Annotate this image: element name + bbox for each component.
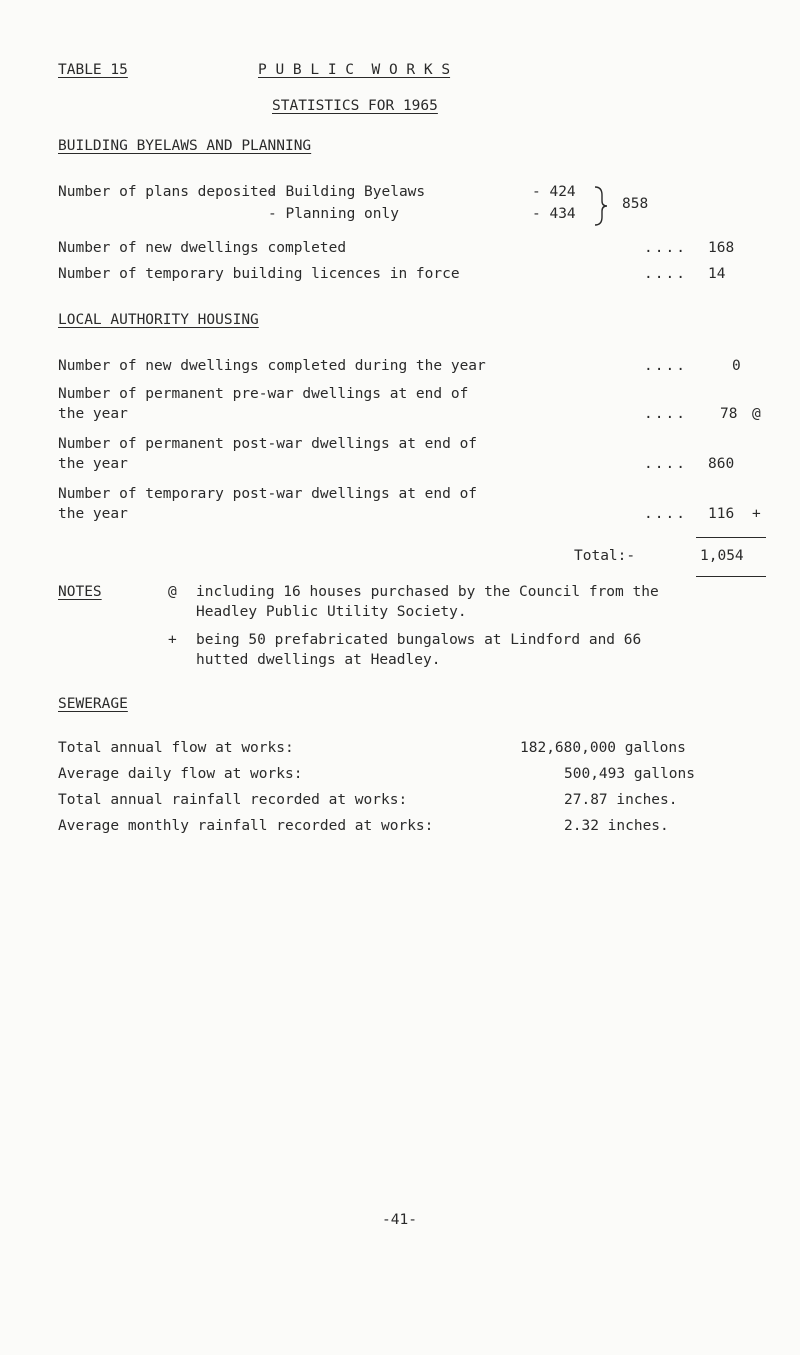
housing-row-value: 0 [732, 358, 741, 374]
new-dwellings-label: Number of new dwellings completed [58, 240, 347, 256]
sewerage-row-label: Total annual flow at works: [58, 740, 294, 756]
sewerage-row-label: Average daily flow at works: [58, 766, 303, 782]
housing-row-line2: the year [58, 506, 128, 522]
page-number: -41- [382, 1212, 417, 1228]
total-rule-bottom [696, 576, 766, 577]
table-label: TABLE 15 [58, 62, 128, 78]
note-mark: + [168, 632, 177, 648]
total-rule-top [696, 537, 766, 538]
note-line2: hutted dwellings at Headley. [196, 652, 441, 668]
section-heading-housing: LOCAL AUTHORITY HOUSING [58, 312, 259, 328]
section-heading-sewerage: SEWERAGE [58, 696, 128, 712]
housing-row-line2: the year [58, 406, 128, 422]
housing-row-mark: @ [752, 406, 761, 422]
new-dwellings-dots: .... [644, 240, 687, 256]
sewerage-row-value: 27.87 inches. [564, 792, 678, 808]
brace-icon [592, 185, 610, 227]
housing-row-dots: .... [644, 506, 687, 522]
housing-row-mark: + [752, 506, 761, 522]
housing-row-value: 116 [708, 506, 735, 522]
plans-deposited-label: Number of plans deposited [58, 184, 277, 200]
sewerage-row-value: 182,680,000 gallons [520, 740, 686, 756]
temp-licences-value: 14 [708, 266, 726, 282]
housing-row-dots: .... [644, 456, 687, 472]
note-line1: being 50 prefabricated bungalows at Lindford and 66 [196, 632, 642, 648]
section-heading-building: BUILDING BYELAWS AND PLANNING [58, 138, 312, 154]
housing-row-line1: Number of permanent post-war dwellings at end of [58, 436, 478, 452]
temp-licences-dots: .... [644, 266, 687, 282]
housing-total-label: Total:- [574, 548, 636, 564]
plans-row-building-label: - Building Byelaws [268, 184, 426, 200]
page-subtitle: STATISTICS FOR 1965 [272, 98, 438, 114]
plans-row-building-value: - 424 [532, 184, 576, 200]
housing-total-value: 1,054 [700, 548, 744, 564]
note-line2: Headley Public Utility Society. [196, 604, 467, 620]
sewerage-row-label: Total annual rainfall recorded at works: [58, 792, 408, 808]
new-dwellings-value: 168 [708, 240, 735, 256]
sewerage-row-value: 2.32 inches. [564, 818, 669, 834]
housing-row-dots: .... [644, 358, 687, 374]
plans-row-planning-label: - Planning only [268, 206, 399, 222]
housing-row-line1: Number of temporary post-war dwellings at end of [58, 486, 478, 502]
housing-row-value: 78 [720, 406, 738, 422]
note-line1: including 16 houses purchased by the Council from the [196, 584, 659, 600]
housing-row-dots: .... [644, 406, 687, 422]
temp-licences-label: Number of temporary building licences in force [58, 266, 460, 282]
housing-row-value: 860 [708, 456, 735, 472]
housing-row-line1: Number of new dwellings completed during the year [58, 358, 486, 374]
housing-row-line1: Number of permanent pre-war dwellings at end of [58, 386, 469, 402]
sewerage-row-value: 500,493 gallons [564, 766, 695, 782]
notes-heading: NOTES [58, 584, 102, 600]
housing-row-line2: the year [58, 456, 128, 472]
plans-row-planning-value: - 434 [532, 206, 576, 222]
sewerage-row-label: Average monthly rainfall recorded at works: [58, 818, 434, 834]
plans-total-value: 858 [622, 196, 649, 212]
page-title: P U B L I C W O R K S [258, 62, 451, 78]
note-mark: @ [168, 584, 177, 600]
